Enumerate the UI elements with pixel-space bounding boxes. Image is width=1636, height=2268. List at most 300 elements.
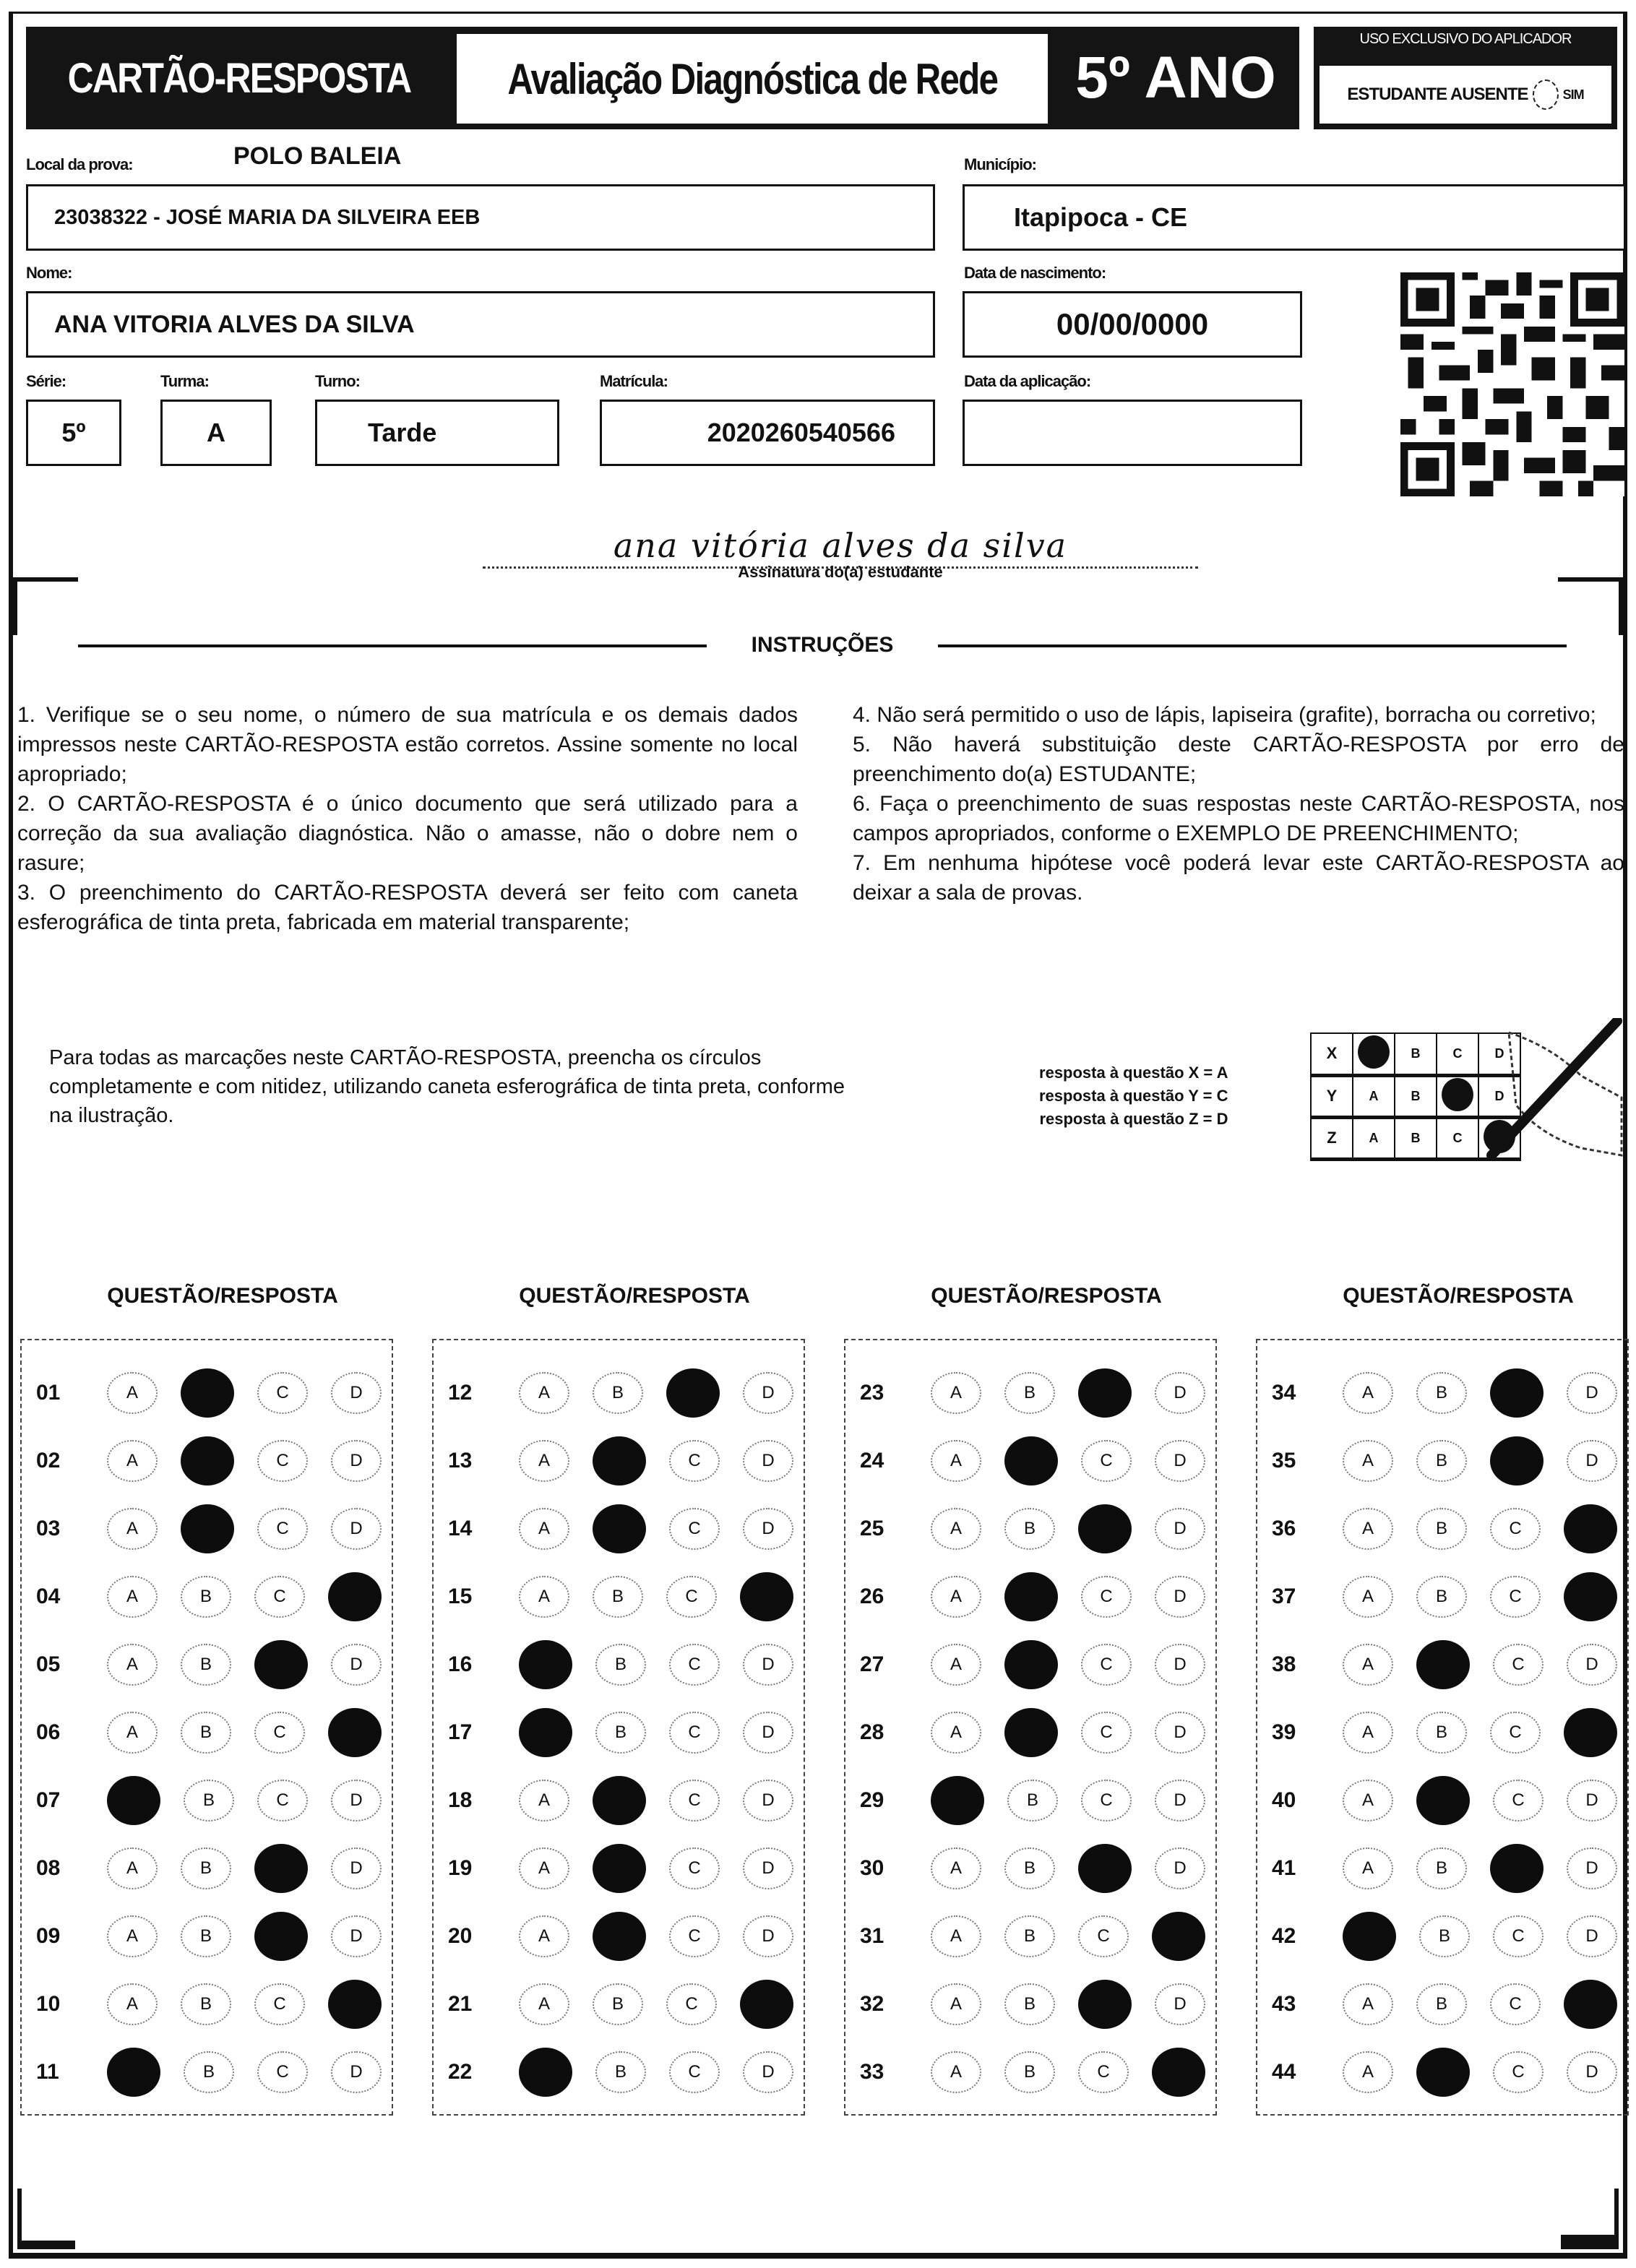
bubble-b[interactable]: B [593, 1983, 643, 2025]
bubble-d[interactable]: D [743, 2051, 793, 2093]
example-bubble: D [1478, 1075, 1520, 1117]
instruction-2: 2. O CARTÃO-RESPOSTA é o único documento que será utilizado para a correção da sua avaliação diagnóstica. Não o amasse, não o dobre nem o rasure; [17, 792, 798, 875]
bubble-a[interactable]: A [931, 1847, 981, 1889]
question-number: 28 [860, 1720, 884, 1744]
instructions-right [853, 700, 1624, 907]
filled-bubble-d[interactable] [1152, 1912, 1205, 1961]
bubble-c[interactable]: C [1081, 1780, 1132, 1821]
bubble-a[interactable]: A [519, 1780, 569, 1821]
bubble-c[interactable]: C [669, 2051, 720, 2093]
filled-bubble-d[interactable] [740, 1572, 793, 1621]
bubble-c[interactable]: C [1490, 1576, 1541, 1618]
example-question-label: Y [1311, 1075, 1353, 1117]
bubble-c[interactable]: C [669, 1644, 720, 1686]
filled-bubble-c[interactable] [1078, 1980, 1132, 2029]
bubble-c[interactable]: C [669, 1915, 720, 1957]
bubble-b[interactable]: B [1416, 1712, 1467, 1754]
question-row [22, 1430, 392, 1492]
example-legend [1039, 1061, 1228, 1131]
bubble-a[interactable]: A [107, 1983, 158, 2025]
bubble-a[interactable]: A [1343, 1780, 1393, 1821]
bubble-c[interactable]: C [1493, 1644, 1544, 1686]
question-number: 19 [448, 1856, 473, 1880]
question-number: 05 [36, 1652, 61, 1676]
filled-bubble-a[interactable] [519, 2048, 572, 2097]
example-bubble: B [1395, 1033, 1437, 1075]
question-number: 34 [1272, 1381, 1296, 1405]
bubble-c[interactable]: C [1081, 1576, 1132, 1618]
bubble-c[interactable]: C [669, 1780, 720, 1821]
bubble-a[interactable]: A [1343, 1440, 1393, 1482]
bubble-c[interactable]: C [254, 1712, 305, 1754]
instructions-header [13, 631, 1632, 660]
registration-mark-br-h [1561, 2235, 1619, 2249]
bubble-c[interactable]: C [666, 1576, 717, 1618]
bubble-b[interactable]: B [595, 2051, 646, 2093]
bubble-d[interactable]: D [743, 1712, 793, 1754]
aplicador-panel [1314, 27, 1617, 129]
question-number: 36 [1272, 1517, 1296, 1540]
registration-mark-tr [1619, 577, 1623, 635]
filled-bubble-a[interactable] [107, 2048, 160, 2097]
bubble-a[interactable]: A [931, 1576, 981, 1618]
question-row [434, 1837, 804, 1900]
header-bar [26, 27, 1299, 129]
question-number: 33 [860, 2060, 884, 2084]
divider [78, 644, 707, 647]
bubble-d[interactable]: D [743, 1915, 793, 1957]
bubble-a[interactable]: A [931, 1372, 981, 1414]
block-title: QUESTÃO/RESPOSTA [931, 1284, 1162, 1308]
question-number: 25 [860, 1517, 884, 1540]
bubble-b[interactable]: B [1007, 1780, 1058, 1821]
bubble-d[interactable]: D [743, 1508, 793, 1550]
filled-bubble-b[interactable] [593, 1844, 646, 1893]
matricula-label: Matrícula: [600, 372, 668, 390]
bubble-d[interactable]: D [331, 1508, 382, 1550]
question-number: 43 [1272, 1992, 1296, 2016]
bubble-b[interactable]: B [184, 1780, 234, 1821]
example-question-label: X [1311, 1033, 1353, 1075]
bubble-a[interactable]: A [519, 1440, 569, 1482]
question-number: 39 [1272, 1720, 1296, 1744]
question-row [434, 2041, 804, 2103]
bubble-a[interactable]: A [107, 1440, 158, 1482]
bubble-d[interactable]: D [1567, 1440, 1617, 1482]
assessment-title: Avaliação Diagnóstica de Rede [457, 34, 1048, 124]
bubble-d[interactable]: D [331, 1847, 382, 1889]
filled-bubble-b[interactable] [181, 1436, 234, 1486]
question-number: 18 [448, 1788, 473, 1812]
question-number: 23 [860, 1381, 884, 1405]
absent-option-label: SIM [1562, 87, 1584, 102]
bubble-b[interactable]: B [1419, 1915, 1470, 1957]
registration-mark-tr-h [1558, 577, 1623, 582]
nome-label: Nome: [26, 264, 72, 282]
bubble-c[interactable]: C [666, 1983, 717, 2025]
filled-bubble-b[interactable] [1416, 1640, 1470, 1689]
question-number: 35 [1272, 1449, 1296, 1473]
turno-field: Tarde [315, 400, 559, 466]
filled-bubble-b[interactable] [593, 1776, 646, 1825]
bubble-a[interactable]: A [931, 1440, 981, 1482]
bubble-a[interactable]: A [107, 1576, 158, 1618]
question-row [1257, 1566, 1627, 1628]
bubble-a[interactable]: A [931, 1508, 981, 1550]
bubble-c[interactable]: C [257, 2051, 308, 2093]
question-number: 21 [448, 1992, 473, 2016]
question-row [845, 1566, 1215, 1628]
example-bubble: A [1353, 1117, 1395, 1159]
turno-label: Turno: [315, 372, 361, 390]
question-number: 40 [1272, 1788, 1296, 1812]
bubble-d[interactable]: D [331, 1915, 382, 1957]
bubble-a[interactable]: A [107, 1712, 158, 1754]
bubble-b[interactable]: B [1416, 1576, 1467, 1618]
question-number: 29 [860, 1788, 884, 1812]
signature-handwriting: ana vitória alves da silva [613, 526, 1068, 565]
bubble-b[interactable]: B [181, 1576, 231, 1618]
filled-bubble-c[interactable] [254, 1844, 308, 1893]
question-row [22, 1498, 392, 1560]
filled-bubble-a[interactable] [931, 1776, 984, 1825]
nascimento-label: Data de nascimento: [964, 264, 1106, 282]
bubble-a[interactable]: A [519, 1576, 569, 1618]
filled-bubble-a[interactable] [1343, 1912, 1396, 1961]
bubble-c[interactable]: C [1493, 1915, 1544, 1957]
filled-bubble-d[interactable] [328, 1572, 382, 1621]
bubble-c[interactable]: C [257, 1508, 308, 1550]
filled-bubble-d[interactable] [1564, 1980, 1617, 2029]
question-row [1257, 1498, 1627, 1560]
bubble-c[interactable]: C [1490, 1712, 1541, 1754]
instruction-7: 7. Em nenhuma hipótese você poderá levar este CARTÃO-RESPOSTA ao deixar a sala de provas. [853, 851, 1624, 905]
registration-mark-bl-h [17, 2241, 75, 2249]
example-bubble: A [1353, 1075, 1395, 1117]
bubble-b[interactable]: B [181, 1983, 231, 2025]
bubble-d[interactable]: D [1155, 1712, 1205, 1754]
filled-bubble-c[interactable] [1078, 1504, 1132, 1553]
block-title: QUESTÃO/RESPOSTA [107, 1284, 338, 1308]
bubble-b[interactable]: B [181, 1915, 231, 1957]
nascimento-field: 00/00/0000 [963, 291, 1302, 358]
qr-code-icon [1400, 272, 1624, 496]
question-number: 09 [36, 1924, 61, 1948]
fill-note: Para todas as marcações neste CARTÃO-RESPOSTA, preencha os círculos completamente e com nitidez, utilizando caneta esferográfica de tinta preta, conforme na ilustração. [49, 1046, 845, 1127]
question-row [1257, 1837, 1627, 1900]
question-row [434, 1362, 804, 1424]
bubble-b[interactable]: B [184, 2051, 234, 2093]
example-label-y: resposta à questão Y = C [1039, 1087, 1228, 1105]
bubble-d[interactable]: D [1567, 1372, 1617, 1414]
absent-radio[interactable] [1533, 79, 1559, 110]
bubble-b[interactable]: B [1416, 1508, 1467, 1550]
instruction-4: 4. Não será permitido o uso de lápis, lapiseira (grafite), borracha ou corretivo; [853, 703, 1596, 727]
bubble-c[interactable]: C [1078, 1915, 1129, 1957]
filled-bubble-b[interactable] [1416, 1776, 1470, 1825]
bubble-a[interactable]: A [519, 1983, 569, 2025]
bubble-d[interactable]: D [1567, 2051, 1617, 2093]
bubble-b[interactable]: B [1416, 1983, 1467, 2025]
question-row [22, 1769, 392, 1832]
filled-bubble-c[interactable] [1078, 1368, 1132, 1418]
question-number: 04 [36, 1584, 61, 1608]
filled-bubble-b[interactable] [593, 1436, 646, 1486]
bubble-d[interactable]: D [331, 1372, 382, 1414]
bubble-c[interactable]: C [1081, 1712, 1132, 1754]
filled-bubble-b[interactable] [1004, 1708, 1058, 1757]
instruction-3: 3. O preenchimento do CARTÃO-RESPOSTA deverá ser feito com caneta esferográfica de tinta preta, fabricada em material transparente; [17, 881, 798, 934]
filled-bubble-d[interactable] [328, 1708, 382, 1757]
card-title: CARTÃO-RESPOSTA [67, 54, 411, 102]
bubble-a[interactable]: A [519, 1847, 569, 1889]
bubble-d[interactable]: D [331, 1644, 382, 1686]
bubble-b[interactable]: B [1004, 1847, 1055, 1889]
answer-card [9, 12, 1627, 2259]
filled-bubble-b[interactable] [1004, 1436, 1058, 1486]
example-bubble: C [1437, 1117, 1478, 1159]
instruction-6: 6. Faça o preenchimento de suas respostas neste CARTÃO-RESPOSTA, nos campos apropriados, conforme o EXEMPLO DE PREENCHIMENTO; [853, 792, 1624, 845]
bubble-a[interactable]: A [931, 1644, 981, 1686]
question-row [845, 1837, 1215, 1900]
bubble-b[interactable]: B [181, 1712, 231, 1754]
bubble-c[interactable]: C [257, 1780, 308, 1821]
bubble-c[interactable]: C [1081, 1440, 1132, 1482]
bubble-b[interactable]: B [1004, 1983, 1055, 2025]
bubble-b[interactable]: B [593, 1372, 643, 1414]
bubble-c[interactable]: C [669, 1847, 720, 1889]
bubble-d[interactable]: D [1155, 1644, 1205, 1686]
bubble-d[interactable]: D [1155, 1576, 1205, 1618]
bubble-b[interactable]: B [595, 1644, 646, 1686]
bubble-a[interactable]: A [931, 1712, 981, 1754]
bubble-b[interactable]: B [1004, 1508, 1055, 1550]
question-row [845, 1769, 1215, 1832]
question-row [1257, 1973, 1627, 2035]
turma-field: A [160, 400, 272, 466]
question-row [22, 2041, 392, 2103]
block-title: QUESTÃO/RESPOSTA [1343, 1284, 1574, 1308]
question-row [845, 1973, 1215, 2035]
bubble-d[interactable]: D [743, 1440, 793, 1482]
question-row [22, 1837, 392, 1900]
filled-bubble-d[interactable] [740, 1980, 793, 2029]
bubble-a[interactable]: A [1343, 1712, 1393, 1754]
bubble-b[interactable]: B [593, 1576, 643, 1618]
bubble-d[interactable]: D [1155, 1372, 1205, 1414]
bubble-d[interactable]: D [1155, 1983, 1205, 2025]
bubble-a[interactable]: A [107, 1847, 158, 1889]
serie-label: Série: [26, 372, 66, 390]
question-row [434, 1702, 804, 1764]
bubble-b[interactable]: B [1416, 1847, 1467, 1889]
answer-block-2 [432, 1339, 805, 2116]
bubble-b[interactable]: B [181, 1847, 231, 1889]
pen-hand-icon [1480, 1018, 1624, 1163]
question-number: 14 [448, 1517, 473, 1540]
question-row [845, 1702, 1215, 1764]
question-row [22, 1905, 392, 1967]
filled-bubble-b[interactable] [1416, 2048, 1470, 2097]
filled-bubble-a[interactable] [519, 1708, 572, 1757]
bubble-d[interactable]: D [1155, 1847, 1205, 1889]
bubble-b[interactable]: B [181, 1644, 231, 1686]
question-row [845, 1430, 1215, 1492]
instructions-title: INSTRUÇÕES [751, 633, 894, 657]
bubble-b[interactable]: B [1004, 2051, 1055, 2093]
bubble-c[interactable]: C [1490, 1983, 1541, 2025]
bubble-a[interactable]: A [519, 1508, 569, 1550]
bubble-d[interactable]: D [331, 1780, 382, 1821]
bubble-b[interactable]: B [1416, 1440, 1467, 1482]
bubble-a[interactable]: A [931, 1983, 981, 2025]
instructions-left [17, 700, 798, 937]
filled-bubble-c[interactable] [1490, 1368, 1544, 1418]
bubble-a[interactable]: A [1343, 1576, 1393, 1618]
municipio-label: Município: [964, 155, 1036, 173]
example-bubble [1437, 1075, 1478, 1117]
bubble-c[interactable]: C [257, 1440, 308, 1482]
bubble-c[interactable]: C [669, 1508, 720, 1550]
bubble-a[interactable]: A [931, 1915, 981, 1957]
bubble-c[interactable]: C [669, 1440, 720, 1482]
registration-mark-tl [13, 577, 17, 635]
filled-bubble-c[interactable] [1078, 1844, 1132, 1893]
question-row [1257, 2041, 1627, 2103]
question-row [434, 1566, 804, 1628]
question-row [1257, 1769, 1627, 1832]
instruction-5: 5. Não haverá substituição deste CARTÃO-RESPOSTA por erro de preenchimento do(a) ESTUDANTE; [853, 733, 1624, 786]
question-number: 42 [1272, 1924, 1296, 1948]
bubble-d[interactable]: D [743, 1372, 793, 1414]
example-label-x: resposta à questão X = A [1039, 1064, 1228, 1082]
question-row [1257, 1905, 1627, 1967]
bubble-d[interactable]: D [1567, 1915, 1617, 1957]
question-row [434, 1905, 804, 1967]
bubble-c[interactable]: C [1493, 1780, 1544, 1821]
question-row [434, 1430, 804, 1492]
bubble-d[interactable]: D [1155, 1440, 1205, 1482]
matricula-field: 2020260540566 [600, 400, 935, 466]
bubble-a[interactable]: A [1343, 1508, 1393, 1550]
bubble-a[interactable]: A [107, 1644, 158, 1686]
bubble-c[interactable]: C [254, 1983, 305, 2025]
bubble-b[interactable]: B [595, 1712, 646, 1754]
filled-bubble-d[interactable] [1564, 1572, 1617, 1621]
bubble-a[interactable]: A [107, 1372, 158, 1414]
example-bubble: B [1395, 1075, 1437, 1117]
bubble-a[interactable]: A [1343, 1372, 1393, 1414]
bubble-a[interactable]: A [107, 1508, 158, 1550]
filled-bubble-a[interactable] [107, 1776, 160, 1825]
question-row [434, 1769, 804, 1832]
bubble-d[interactable]: D [1567, 1847, 1617, 1889]
question-number: 10 [36, 1992, 61, 2016]
bubble-b[interactable]: B [1004, 1915, 1055, 1957]
bubble-c[interactable]: C [254, 1576, 305, 1618]
bubble-c[interactable]: C [669, 1712, 720, 1754]
bubble-c[interactable]: C [1493, 2051, 1544, 2093]
local-value: POLO BALEIA [233, 142, 402, 170]
filled-bubble-c[interactable] [254, 1912, 308, 1961]
question-number: 31 [860, 1924, 884, 1948]
bubble-d[interactable]: D [331, 1440, 382, 1482]
bubble-d[interactable]: D [1155, 1780, 1205, 1821]
answer-block-3 [844, 1339, 1217, 2116]
filled-bubble-b[interactable] [181, 1504, 234, 1553]
question-row [845, 1498, 1215, 1560]
absent-label: ESTUDANTE AUSENTE [1347, 85, 1528, 104]
bubble-d[interactable]: D [331, 2051, 382, 2093]
filled-bubble-a[interactable] [519, 1640, 572, 1689]
question-row [434, 1634, 804, 1696]
question-row [845, 1362, 1215, 1424]
question-row [434, 1973, 804, 2035]
bubble-a[interactable]: A [1343, 1983, 1393, 2025]
aplicacao-field [963, 400, 1302, 466]
example-bubble: D [1478, 1033, 1520, 1075]
filled-bubble-c[interactable] [666, 1368, 720, 1418]
bubble-b[interactable]: B [1416, 1372, 1467, 1414]
bubble-d[interactable]: D [1567, 1780, 1617, 1821]
question-number: 02 [36, 1449, 61, 1473]
question-number: 03 [36, 1517, 61, 1540]
filled-bubble-b[interactable] [181, 1368, 234, 1418]
nome-field: ANA VITORIA ALVES DA SILVA [26, 291, 935, 358]
filled-bubble-b[interactable] [1004, 1572, 1058, 1621]
bubble-d[interactable]: D [743, 1644, 793, 1686]
bubble-d[interactable]: D [1567, 1644, 1617, 1686]
filled-bubble-d[interactable] [1564, 1504, 1617, 1553]
filled-bubble-b[interactable] [593, 1504, 646, 1553]
bubble-a[interactable]: A [1343, 1644, 1393, 1686]
bubble-b[interactable]: B [1004, 1372, 1055, 1414]
instruction-1: 1. Verifique se o seu nome, o número de sua matrícula e os demais dados impressos neste CARTÃO-RESPOSTA estão corretos. Assine somente no local apropriado; [17, 703, 798, 786]
question-row [1257, 1634, 1627, 1696]
bubble-c[interactable]: C [257, 1372, 308, 1414]
signature-line[interactable] [483, 525, 1198, 569]
bubble-c[interactable]: C [1081, 1644, 1132, 1686]
filled-bubble-b[interactable] [1004, 1640, 1058, 1689]
bubble-c[interactable]: C [1078, 2051, 1129, 2093]
bubble-a[interactable]: A [931, 2051, 981, 2093]
bubble-a[interactable]: A [519, 1372, 569, 1414]
bubble-a[interactable]: A [1343, 2051, 1393, 2093]
filled-bubble-c[interactable] [1490, 1844, 1544, 1893]
bubble-c[interactable]: C [1490, 1508, 1541, 1550]
question-row [434, 1498, 804, 1560]
filled-bubble-d[interactable] [328, 1980, 382, 2029]
filled-bubble-d[interactable] [1152, 2048, 1205, 2097]
bubble-a[interactable]: A [107, 1915, 158, 1957]
bubble-a[interactable]: A [519, 1915, 569, 1957]
signature-label: Assinatura do(a) estudante [738, 563, 943, 581]
bubble-a[interactable]: A [1343, 1847, 1393, 1889]
filled-bubble-b[interactable] [593, 1912, 646, 1961]
question-number: 13 [448, 1449, 473, 1473]
filled-bubble-c[interactable] [254, 1640, 308, 1689]
bubble-d[interactable]: D [1155, 1508, 1205, 1550]
bubble-d[interactable]: D [743, 1847, 793, 1889]
filled-bubble-c[interactable] [1490, 1436, 1544, 1486]
example-bubble: C [1437, 1033, 1478, 1075]
question-number: 06 [36, 1720, 61, 1744]
bubble-d[interactable]: D [743, 1780, 793, 1821]
aplicacao-label: Data da aplicação: [964, 372, 1091, 390]
block-title: QUESTÃO/RESPOSTA [519, 1284, 750, 1308]
question-number: 27 [860, 1652, 884, 1676]
filled-bubble-d[interactable] [1564, 1708, 1617, 1757]
